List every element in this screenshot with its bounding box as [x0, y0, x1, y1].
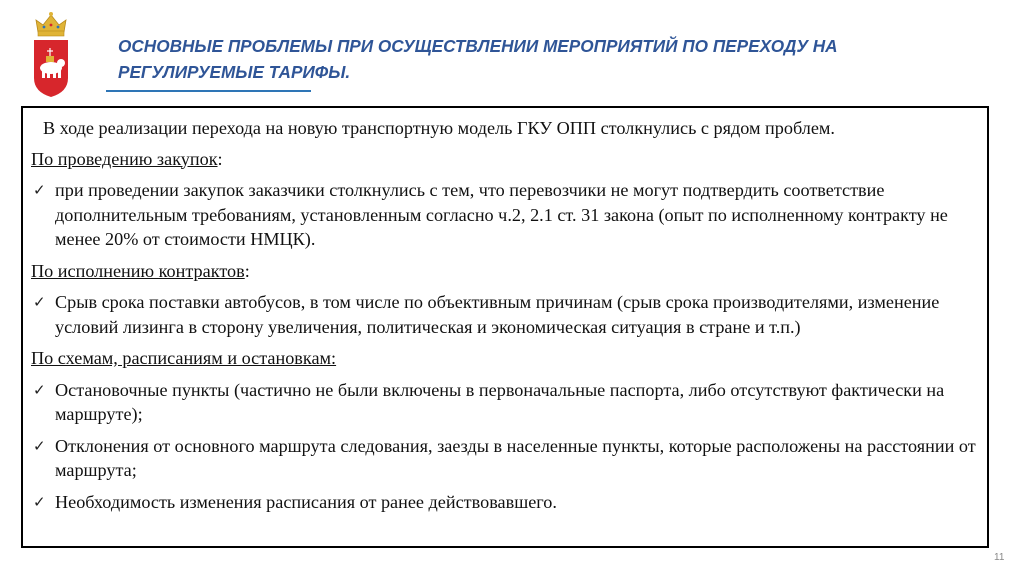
list-item-text: Необходимость изменения расписания от ранее действовавшего.: [55, 491, 557, 512]
list-item-text: при проведении закупок заказчики столкнулись с тем, что перевозчики не могут подтвердить соответствие дополнительным требованиям, установленным согласно ч.2, 2.1 ст. 31 закона (опыт по исполненному контракту не менее 20% от стоимости НМЦК).: [55, 180, 948, 249]
list-item-text: Отклонения от основного маршрута следования, заезды в населенные пункты, которые расположены на расстоянии от маршрута;: [55, 435, 976, 480]
list-item: [31, 490, 977, 515]
crown-icon: [36, 12, 66, 36]
checkmark-icon: ✓: [33, 436, 46, 455]
checkmark-icon: ✓: [33, 181, 46, 199]
checkmark-icon: ✓: [33, 492, 46, 511]
list-item: [31, 178, 977, 252]
section-heading-procurement: [31, 147, 977, 172]
checkmark-icon: ✓: [33, 380, 46, 399]
section-heading-text: По схемам, расписаниям и остановкам:: [31, 348, 337, 368]
title-underline: [106, 90, 311, 92]
content-box: [21, 106, 989, 548]
list-item-text: Остановочные пункты (частично не были включены в первоначальные паспорта, либо отсутствуют фактически на маршруте);: [55, 379, 945, 424]
checkmark-icon: ✓: [33, 293, 46, 311]
list-item: [31, 434, 977, 483]
list-item-text: Срыв срока поставки автобусов, в том числе по объективным причинам (срыв срока производителями, изменение условий лизинга в сторону увеличения, политическая и экономическая ситуация в стране и т.п.): [55, 292, 940, 337]
section-heading-colon: :: [244, 260, 250, 281]
section-heading-colon: :: [217, 148, 223, 169]
section-heading-schedules: [31, 346, 977, 371]
page-number: 11: [994, 552, 1005, 563]
section-heading-contracts: [31, 259, 977, 284]
page-title: ОСНОВНЫЕ ПРОБЛЕМЫ ПРИ ОСУЩЕСТВЛЕНИИ МЕРОПРИЯТИЙ ПО ПЕРЕХОДУ НА РЕГУЛИРУЕМЫЕ ТАРИФЫ.: [118, 36, 838, 82]
section-heading-text: По исполнению контрактов: [31, 260, 245, 281]
emblem-icon: [30, 10, 72, 98]
list-item: [31, 290, 977, 339]
list-item: [31, 378, 977, 427]
intro-text: В ходе реализации перехода на новую транспортную модель ГКУ ОПП столкнулись с рядом проблем.: [43, 118, 835, 138]
section-heading-text: По проведению закупок: [31, 148, 218, 169]
